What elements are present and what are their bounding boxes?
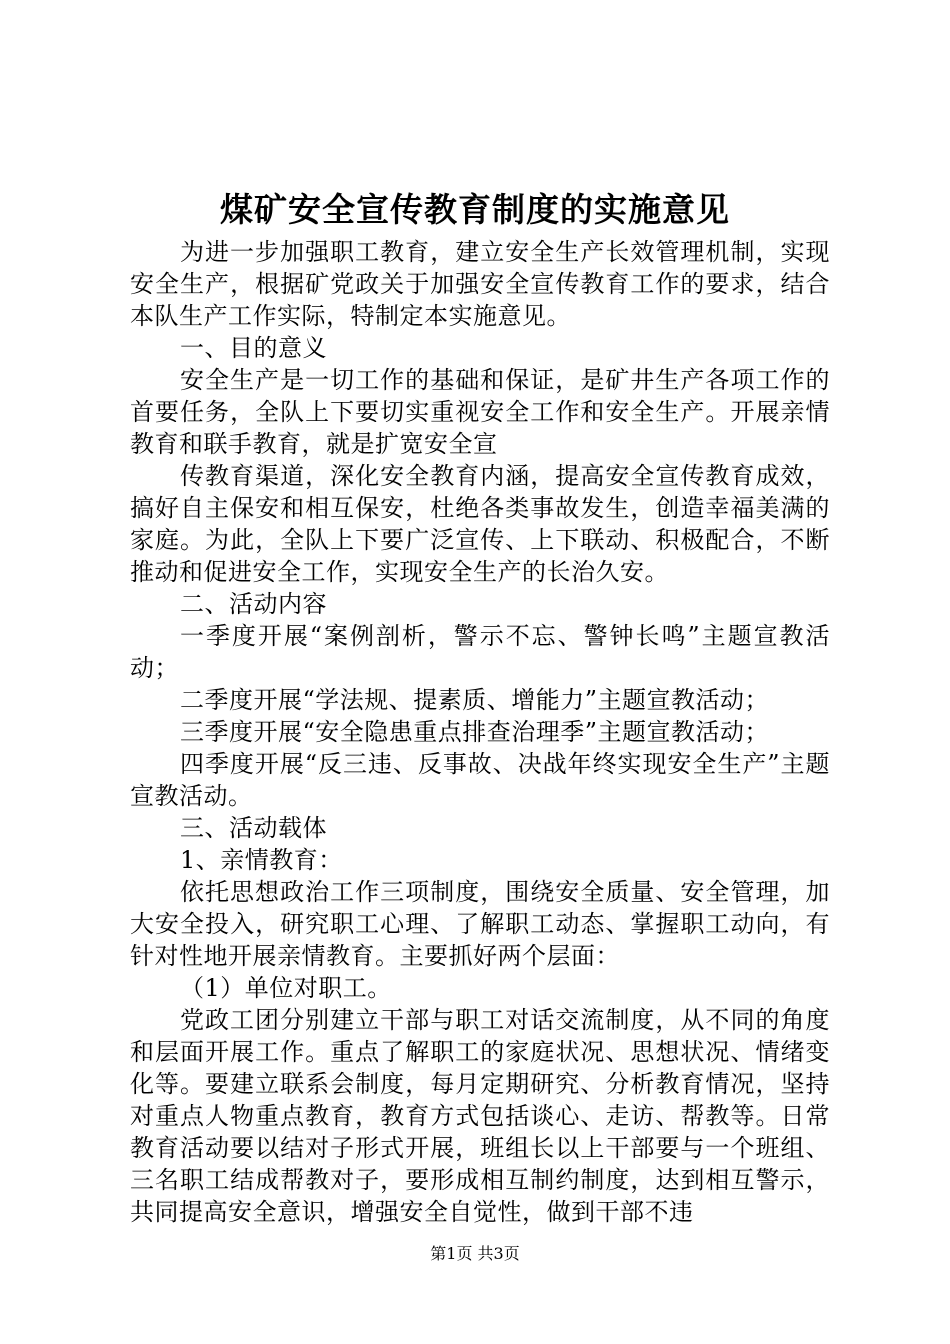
paragraph-intro: 为进一步加强职工教育，建立安全生产长效管理机制，实现安全生产，根据矿党政关于加强安全宣传教育工作的要求，结合本队生产工作实际，特制定本实施意见。 [130, 238, 830, 330]
document-body [130, 236, 830, 1228]
paragraph-unit-to-staff: 党政工团分别建立干部与职工对话交流制度，从不同的角度和层面开展工作。重点了解职工的家庭状况、思想状况、情绪变化等。要建立联系会制度，每月定期研究、分析教育情况，坚持对重点人物重点教育，教育方式包括谈心、走访、帮教等。日常教育活动要以结对子形式开展，班组长以上干部要与一个班组、三名职工结成帮教对子，要形成相互制约制度，达到相互警示，共同提高安全意识，增强安全自觉性，做到干部不违 [130, 1006, 830, 1226]
paragraph-q4: 四季度开展“反三违、反事故、决战年终实现安全生产”主题宣教活动。 [130, 750, 830, 810]
document-title: 煤矿安全宣传教育制度的实施意见 [220, 190, 730, 229]
paragraph-purpose: 安全生产是一切工作的基础和保证，是矿井生产各项工作的首要任务，全队上下要切实重视安全工作和安全生产。开展亲情教育和联手教育，就是扩宽安全宣 [130, 366, 830, 458]
section-heading-content: 二、活动内容 [180, 590, 327, 618]
paragraph-q2: 二季度开展“学法规、提素质、增能力”主题宣教活动； [180, 686, 770, 714]
paragraph-purpose-continued: 传教育渠道，深化安全教育内涵，提高安全宣传教育成效，搞好自主保安和相互保安，杜绝各类事故发生，创造幸福美满的家庭。为此，全队上下要广泛宣传、上下联动、积极配合，不断推动和促进安全工作，实现安全生产的长治久安。 [130, 462, 830, 586]
page-number: 第1页 共3页 [430, 1244, 520, 1263]
paragraph-q3: 三季度开展“安全隐患重点排查治理季”主题宣教活动； [180, 718, 770, 746]
section-heading-purpose: 一、目的意义 [180, 334, 327, 362]
section-heading-carrier: 三、活动载体 [180, 814, 327, 842]
paragraph-family-education: 依托思想政治工作三项制度，围绕安全质量、安全管理，加大安全投入，研究职工心理、了解职工动态、掌握职工动向，有针对性地开展亲情教育。主要抓好两个层面： [130, 878, 830, 970]
paragraph-q1: 一季度开展“案例剖析，警示不忘、警钟长鸣”主题宣教活动； [130, 622, 830, 682]
subheading-unit-to-staff: （1）单位对职工。 [180, 974, 392, 1002]
subheading-family-education: 1、亲情教育： [180, 846, 343, 874]
